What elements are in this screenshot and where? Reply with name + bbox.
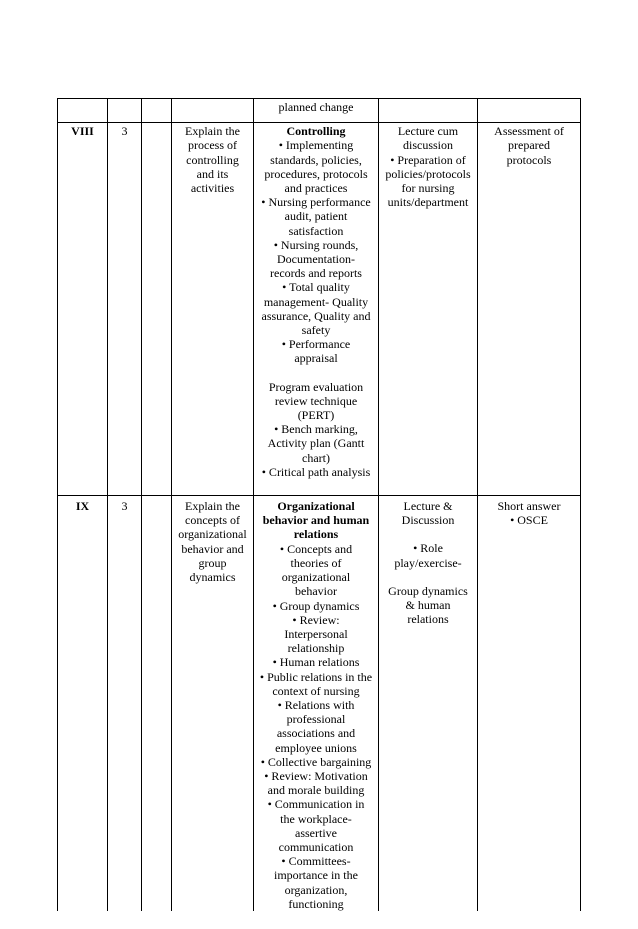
table-row-unit-viii bbox=[58, 123, 581, 496]
text-line: • Review: Motivation bbox=[264, 768, 368, 783]
objective-cell bbox=[172, 99, 254, 123]
text-line: the workplace- bbox=[280, 811, 352, 826]
text-line: • Total quality bbox=[282, 280, 350, 295]
text-line: and its bbox=[196, 166, 229, 181]
text-line: activities bbox=[190, 181, 235, 196]
text-line: and practices bbox=[284, 181, 348, 196]
text-line: assurance, Quality and bbox=[261, 308, 371, 323]
text-line: prepared bbox=[508, 138, 550, 153]
text-line: • Human relations bbox=[272, 655, 360, 670]
text-line: discussion bbox=[402, 138, 453, 153]
syllabus-table bbox=[57, 98, 581, 911]
method-cell bbox=[379, 99, 478, 123]
blank-cell bbox=[142, 99, 172, 123]
text-line: standards, policies, bbox=[270, 152, 362, 167]
unit-cell bbox=[58, 99, 108, 123]
text-line: • Preparation of bbox=[390, 152, 466, 167]
table-row-unit-ix bbox=[58, 496, 581, 911]
objective-cell bbox=[172, 496, 254, 911]
text-line: Explain the bbox=[185, 124, 240, 139]
text-line: • Group dynamics bbox=[272, 598, 360, 613]
text-line: controlling bbox=[186, 152, 239, 167]
text-line: review technique bbox=[274, 393, 358, 408]
content-line: planned change bbox=[278, 100, 354, 114]
text-line: & human bbox=[405, 598, 451, 613]
text-line: units/department bbox=[387, 195, 469, 210]
text-line: satisfaction bbox=[288, 223, 344, 238]
text-line: concepts of bbox=[185, 513, 240, 528]
text-line: • OSCE bbox=[510, 513, 548, 528]
text-line: behavior bbox=[295, 584, 337, 599]
text-line: • Concepts and bbox=[279, 541, 353, 556]
text-line: Interpersonal bbox=[284, 626, 348, 641]
hours-cell bbox=[108, 99, 142, 123]
hours-cell: 3 bbox=[108, 496, 142, 911]
text-line: Documentation- bbox=[277, 252, 355, 267]
unit-cell: VIII bbox=[58, 123, 108, 496]
text-line: • Critical path analysis bbox=[261, 464, 371, 479]
text-line: audit, patient bbox=[284, 209, 348, 224]
text-line: Short answer bbox=[497, 499, 561, 514]
text-line: • Bench marking, bbox=[274, 422, 358, 437]
text-line: • Communication in bbox=[267, 797, 365, 812]
text-line: relations bbox=[407, 612, 449, 627]
text-line: • Committees- bbox=[281, 854, 351, 869]
objective-cell bbox=[172, 123, 254, 496]
text-line: chart) bbox=[302, 450, 330, 465]
text-line: • Public relations in the bbox=[259, 669, 373, 684]
text-line: Activity plan (Gantt bbox=[267, 436, 365, 451]
text-line: dynamics bbox=[189, 570, 236, 585]
text-line: (PERT) bbox=[297, 408, 335, 423]
content-title-line: relations bbox=[293, 527, 339, 542]
text-line: • Nursing performance bbox=[261, 195, 371, 210]
text-line: Group dynamics bbox=[388, 583, 468, 598]
text-line: records and reports bbox=[270, 266, 362, 281]
assessment-cell bbox=[478, 496, 581, 911]
text-line: employee unions bbox=[275, 740, 357, 755]
text-line: • Relations with bbox=[277, 697, 355, 712]
text-line: • Review: bbox=[292, 612, 340, 627]
table-row-continued bbox=[58, 99, 581, 123]
method-cell bbox=[379, 123, 478, 496]
text-line: importance in the bbox=[274, 868, 358, 883]
content-title-line: Organizational bbox=[277, 499, 355, 514]
text-line: Explain the bbox=[185, 499, 240, 514]
text-line: management- Quality bbox=[263, 294, 369, 309]
text-line: context of nursing bbox=[272, 683, 360, 698]
text-line: organization, bbox=[284, 882, 348, 897]
text-line: play/exercise- bbox=[394, 555, 462, 570]
content-title-line: Controlling bbox=[286, 124, 346, 139]
text-line: and morale building bbox=[267, 783, 365, 798]
text-line: Discussion bbox=[401, 513, 455, 528]
text-line: behavior and bbox=[181, 541, 244, 556]
text-line: process of bbox=[188, 138, 237, 153]
text-line: policies/protocols bbox=[385, 166, 471, 181]
text-line: assertive bbox=[295, 825, 337, 840]
text-line: organizational bbox=[281, 570, 351, 585]
text-line: • Nursing rounds, bbox=[273, 237, 359, 252]
text-line bbox=[382, 527, 474, 541]
assessment-cell bbox=[478, 99, 581, 123]
text-line: Program evaluation bbox=[268, 379, 364, 394]
text-line: • Implementing bbox=[278, 138, 354, 153]
text-line: • Performance bbox=[281, 337, 351, 352]
text-line: Assessment of bbox=[494, 124, 564, 139]
text-line: • Role bbox=[413, 541, 443, 556]
text-line: for nursing bbox=[401, 181, 455, 196]
blank-cell bbox=[142, 123, 172, 496]
content-cell bbox=[254, 99, 379, 123]
text-line: associations and bbox=[276, 726, 356, 741]
text-line: safety bbox=[301, 323, 331, 338]
text-line: theories of bbox=[290, 555, 342, 570]
assessment-cell bbox=[478, 123, 581, 496]
text-line: appraisal bbox=[294, 351, 338, 366]
text-line: professional bbox=[286, 712, 346, 727]
text-line: communication bbox=[278, 839, 354, 854]
text-line: protocols bbox=[506, 152, 552, 167]
content-cell bbox=[254, 496, 379, 911]
unit-cell: IX bbox=[58, 496, 108, 911]
text-line: Lecture cum bbox=[397, 124, 459, 139]
text-line: • Collective bargaining bbox=[260, 754, 372, 769]
text-line: group bbox=[198, 555, 227, 570]
text-line: relationship bbox=[287, 641, 345, 656]
method-cell bbox=[379, 496, 478, 911]
text-line: Lecture & bbox=[403, 499, 453, 514]
text-line: functioning bbox=[288, 896, 344, 911]
content-title-line: behavior and human bbox=[262, 513, 370, 528]
text-line bbox=[257, 366, 375, 380]
text-line bbox=[382, 570, 474, 584]
content-cell bbox=[254, 123, 379, 496]
text-line: organizational bbox=[178, 527, 247, 542]
blank-cell bbox=[142, 496, 172, 911]
hours-cell: 3 bbox=[108, 123, 142, 496]
text-line: procedures, protocols bbox=[264, 166, 368, 181]
